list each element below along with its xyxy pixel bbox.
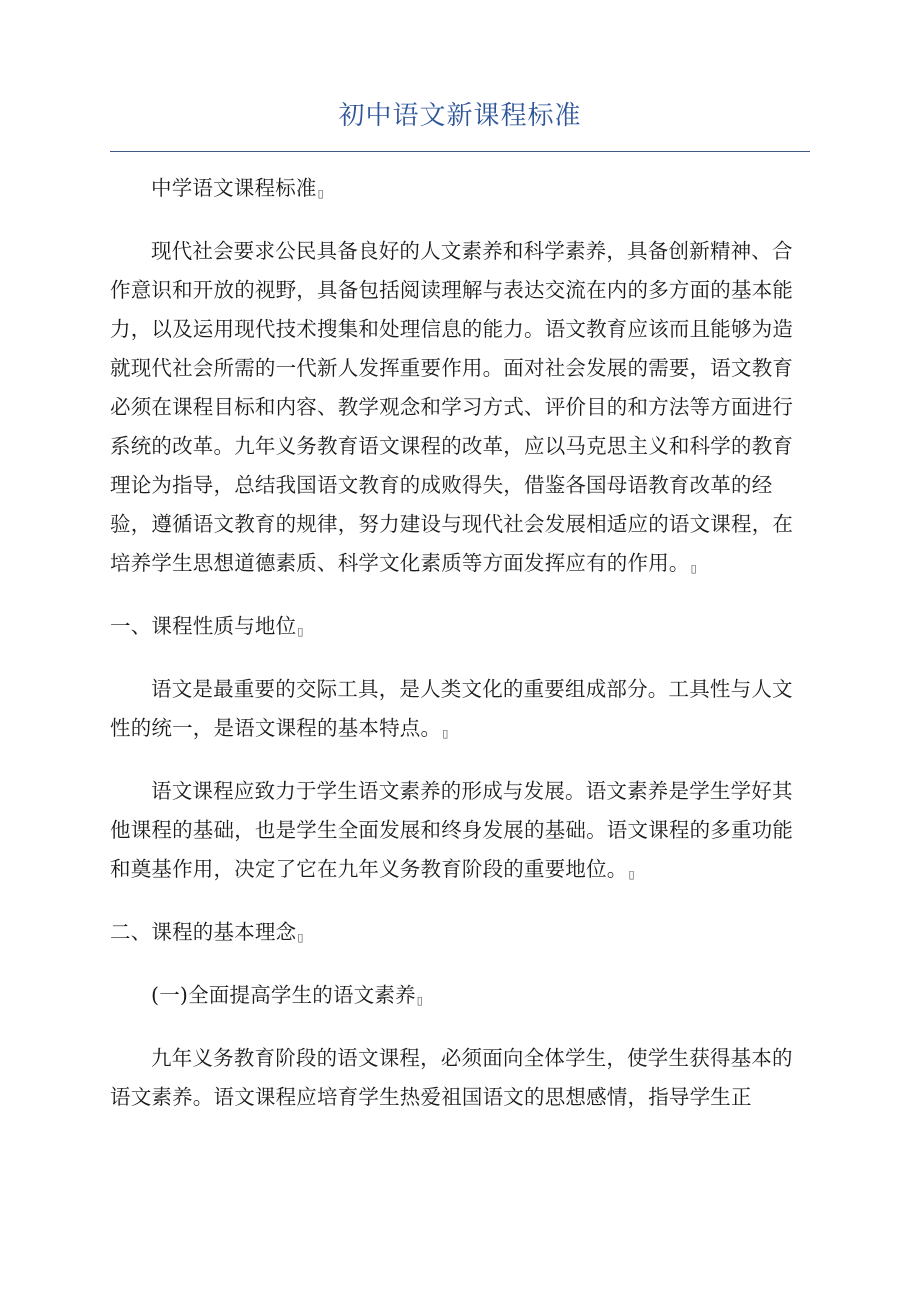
body-paragraph xyxy=(110,670,810,753)
section-heading-2 xyxy=(110,913,810,957)
paragraph-text: 九年义务教育阶段的语文课程，必须面向全体学生，使学生获得基本的语文素养。语文课程应培育学生热爱祖国语文的思想感情，指导学生正 xyxy=(110,1046,793,1109)
paragraph-mark-icon: ▯ xyxy=(416,994,424,1007)
paragraph-mark-icon: ▯ xyxy=(628,868,635,881)
paragraph-mark-icon: ▯ xyxy=(442,727,449,740)
document-body xyxy=(110,169,810,1136)
heading-text: 一、课程性质与地位 xyxy=(110,614,297,638)
paragraph-text: 语文课程应致力于学生语文素养的形成与发展。语文素养是学生学好其他课程的基础，也是学生全面发展和终身发展的基础。语文课程的多重功能和奠基作用，决定了它在九年义务教育阶段的重要地位。 xyxy=(110,779,794,881)
heading-text: 二、课程的基本理念 xyxy=(110,920,297,944)
subtitle-paragraph xyxy=(110,169,810,213)
body-paragraph xyxy=(110,1039,810,1117)
paragraph-mark-icon: ▯ xyxy=(297,931,304,944)
heading-text: (一)全面提高学生的语文素养 xyxy=(151,983,416,1007)
paragraph-mark-icon: ▯ xyxy=(297,625,304,638)
body-paragraph xyxy=(110,772,810,894)
section-heading-1 xyxy=(110,607,810,651)
intro-paragraph xyxy=(110,232,810,588)
paragraph-mark-icon: ▯ xyxy=(317,187,324,200)
document-title: 初中语文新课程标准 xyxy=(338,101,582,131)
paragraph-text: 语文是最重要的交际工具，是人类文化的重要组成部分。工具性与人文性的统一，是语文课程的基本特点。 xyxy=(110,677,793,740)
paragraph-text: 中学语文课程标准 xyxy=(151,176,317,200)
title-divider xyxy=(110,151,810,152)
paragraph-mark-icon: ▯ xyxy=(690,562,697,575)
subsection-heading xyxy=(110,976,810,1020)
paragraph-text: 现代社会要求公民具备良好的人文素养和科学素养，具备创新精神、合作意识和开放的视野，具备包括阅读理解与表达交流在内的多方面的基本能力，以及运用现代技术搜集和处理信息的能力。语文教育应该而且能够为造就现代社会所需的一代新人发挥重要作用。面对社会发展的需要，语文教育必须在课程目标和内容、教学观念和学习方式、评价目的和方法等方面进行系统的改革。九年义务教育语文课程的改革，应以马克思主义和科学的教育理论为指导，总结我国语文教育的成败得失，借鉴各国母语教育改革的经验，遵循语文教育的规律，努力建设与现代社会发展相适应的语文课程，在培养学生思想道德素质、科学文化素质等方面发挥应有的作用。 xyxy=(110,239,794,575)
